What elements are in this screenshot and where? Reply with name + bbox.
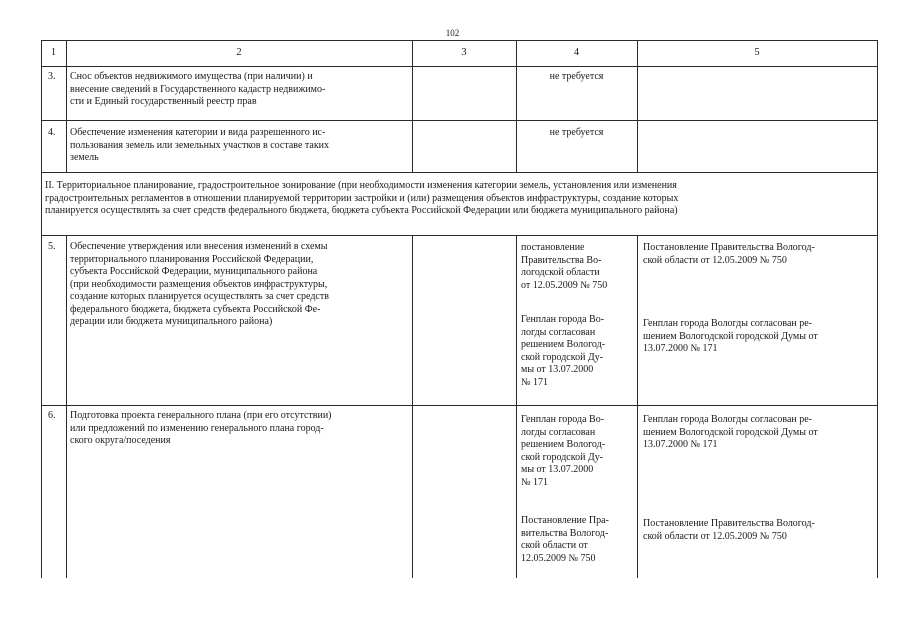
header-col-1: 1 [50, 47, 57, 58]
header-col-3: 3 [461, 47, 467, 58]
rule-row3-bottom [41, 120, 878, 121]
row5-number: 5. [48, 241, 56, 252]
row5-description: Обеспечение утверждения или внесения изменений в схемы территориального планирования Российской Федерации, субъекта Российской Федерации, муниципального района (при необходимости размещения объектов инфраструктуры, создание которых планируется осуществлять за счет средств федерального бюджета, бюджета субъекта Российской Фе- дерации или бюджета муниципального района) [70, 241, 329, 327]
row6-col5-doc2: Постановление Правительства Вологод- ской области от 12.05.2009 № 750 [643, 518, 815, 542]
rule-col1-a [66, 40, 67, 173]
header-col-2: 2 [236, 47, 242, 58]
row3-col4: не требуется [549, 71, 604, 82]
row5-col5-doc1: Постановление Правительства Вологод- ской области от 12.05.2009 № 750 [643, 242, 815, 266]
row6-col5-doc1: Генплан города Вологды согласован ре- шением Вологодской городской Думы от 13.07.2000 № 171 [643, 414, 818, 450]
row4-col4: не требуется [549, 127, 604, 138]
rule-col3-a [516, 40, 517, 173]
rule-left [41, 40, 42, 578]
rule-col2-b [412, 235, 413, 578]
row6-description: Подготовка проекта генерального плана (при его отсутствии) или предложений по изменению генерального плана город- ского округа/поседения [70, 410, 332, 446]
row4-description: Обеспечение изменения категории и вида разрешенного ис- пользования земель или земельных участков в составе таких земель [70, 127, 330, 163]
header-col-4: 4 [573, 47, 580, 58]
rule-col4-b [637, 235, 638, 578]
rule-top [41, 40, 878, 41]
row5-col5-doc2: Генплан города Вологды согласован ре- шением Вологодской городской Думы от 13.07.2000 № 171 [643, 318, 818, 354]
row4-number: 4. [48, 127, 56, 138]
section-2-heading: II. Территориальное планирование, градостроительное зонирование (при необходимости изменения категории земель, установления или изменения градостроительных регламентов в отношении планируемой территории застройки и (или) размещения объектов инфраструктуры, создание которых планируется осуществлять за счет средств федерального бюджета, бюджета субъекта Российской Федерации или бюджета муниципального района) [45, 180, 679, 216]
page-number: 102 [445, 28, 460, 38]
rule-section-bottom [41, 235, 878, 236]
header-col-5: 5 [754, 47, 760, 58]
row6-col4-doc1: Генплан города Во- логды согласован решением Вологод- ской городской Ду- мы от 13.07.2000 № 171 [521, 414, 606, 488]
rule-col1-b [66, 235, 67, 578]
row3-number: 3. [48, 71, 56, 82]
rule-col4-a [637, 40, 638, 173]
rule-right [877, 40, 878, 578]
row5-col4-doc1: постановление Правительства Во- логодской области от 12.05.2009 № 750 [521, 242, 608, 291]
rule-row5-bottom [41, 405, 878, 406]
row6-number: 6. [48, 410, 56, 421]
row5-col4-doc2: Генплан города Во- логды согласован решением Вологод- ской городской Ду- мы от 13.07.2000 № 171 [521, 314, 606, 388]
rule-col3-b [516, 235, 517, 578]
rule-row4-bottom [41, 172, 878, 173]
row6-col4-doc2: Постановление Пра- вительства Вологод- ской области от 12.05.2009 № 750 [521, 515, 609, 564]
rule-col2-a [412, 40, 413, 173]
rule-header-bottom [41, 66, 878, 67]
row3-description: Снос объектов недвижимого имущества (при наличии) и внесение сведений в Государственного кадастр недвижимо- сти и Единый государственный реестр прав [70, 71, 326, 107]
